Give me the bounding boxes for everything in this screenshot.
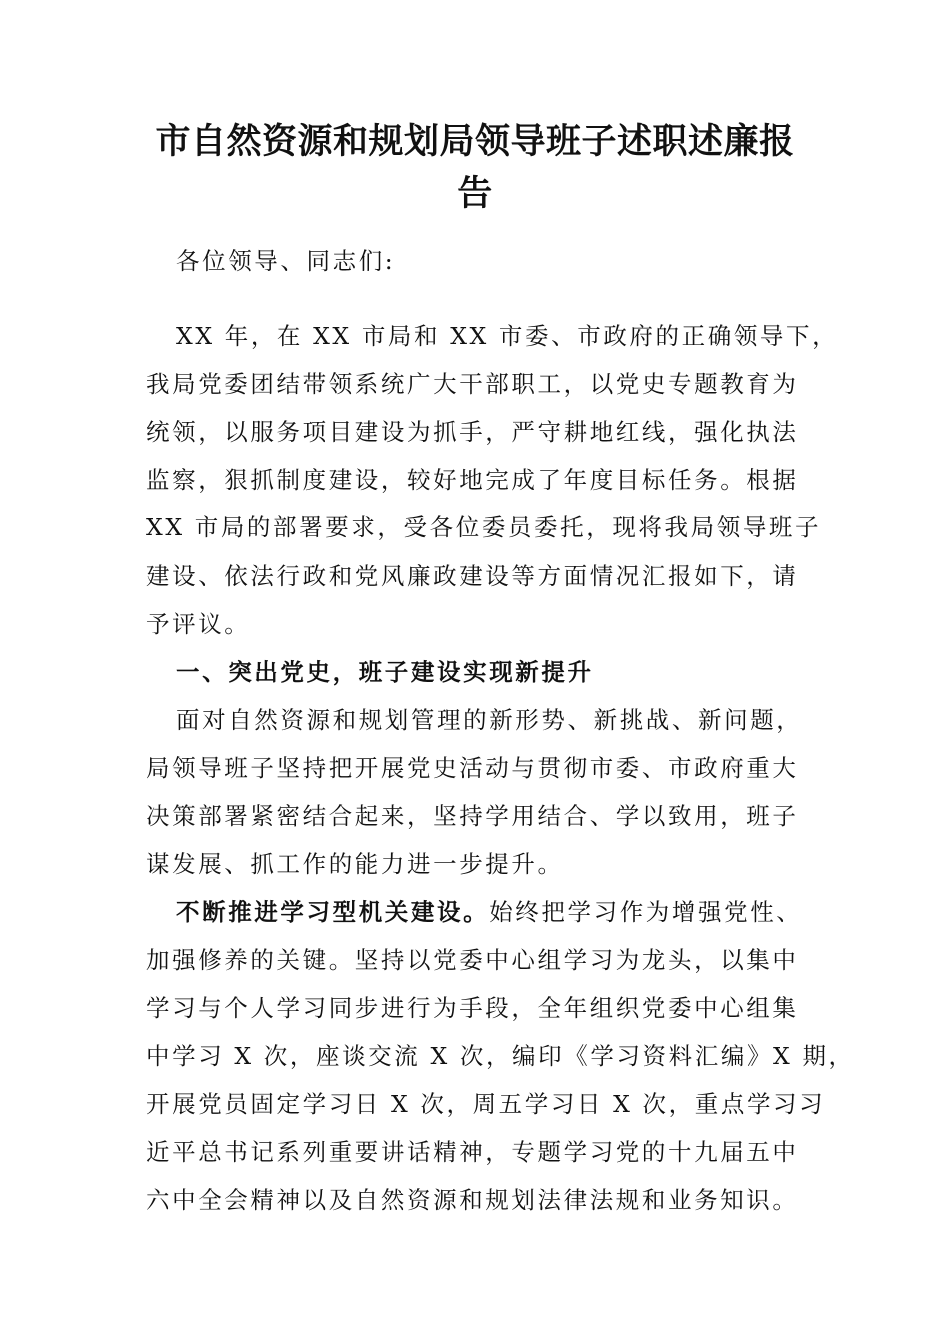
subsection-line-3: 中学习 X 次，座谈交流 X 次，编印《学习资料汇编》X 期， [146, 1042, 855, 1070]
intro-line-5: XX 市局的部署要求，受各位委员委托，现将我局领导班子 [146, 513, 822, 541]
subsection-first-line [176, 897, 856, 927]
subsection-first-text: 始终把学习作为增强党性、 [489, 898, 803, 926]
greeting: 各位领导、同志们: [176, 247, 396, 275]
section-line-4: 谋发展、抓工作的能力进一步提升。 [146, 850, 564, 878]
section-line-2: 局领导班子坚持把开展党史活动与贯彻市委、市政府重大 [146, 754, 799, 782]
section-heading: 一、突出党史，班子建设实现新提升 [176, 658, 594, 686]
section-line-1: 面对自然资源和规划管理的新形势、新挑战、新问题， [176, 706, 803, 734]
subsection-line-2: 学习与个人学习同步进行为手段，全年组织党委中心组集 [146, 994, 799, 1022]
section-line-3: 决策部署紧密结合起来，坚持学用结合、学以致用，班子 [146, 802, 799, 830]
document-title: 市自然资源和规划局领导班子述职述廉报告 [155, 121, 795, 214]
intro-line-3: 统领，以服务项目建设为抓手，严守耕地红线，强化执法 [146, 418, 799, 446]
intro-line-1: XX 年，在 XX 市局和 XX 市委、市政府的正确领导下， [176, 322, 839, 350]
subsection-line-6: 六中全会精神以及自然资源和规划法律法规和业务知识。 [146, 1186, 799, 1214]
subsection-line-5: 近平总书记系列重要讲话精神，专题学习党的十九届五中 [146, 1138, 799, 1166]
subsection-heading: 不断推进学习型机关建设。 [176, 898, 490, 926]
subsection-line-4: 开展党员固定学习日 X 次，周五学习日 X 次，重点学习习 [146, 1090, 826, 1118]
intro-line-6: 建设、依法行政和党风廉政建设等方面情况汇报如下，请 [146, 562, 799, 590]
subsection-line-1: 加强修养的关键。坚持以党委中心组学习为龙头，以集中 [146, 946, 799, 974]
intro-line-2: 我局党委团结带领系统广大干部职工，以党史专题教育为 [146, 370, 799, 398]
intro-line-4: 监察，狠抓制度建设，较好地完成了年度目标任务。根据 [146, 466, 799, 494]
intro-line-7: 予评议。 [146, 610, 251, 638]
